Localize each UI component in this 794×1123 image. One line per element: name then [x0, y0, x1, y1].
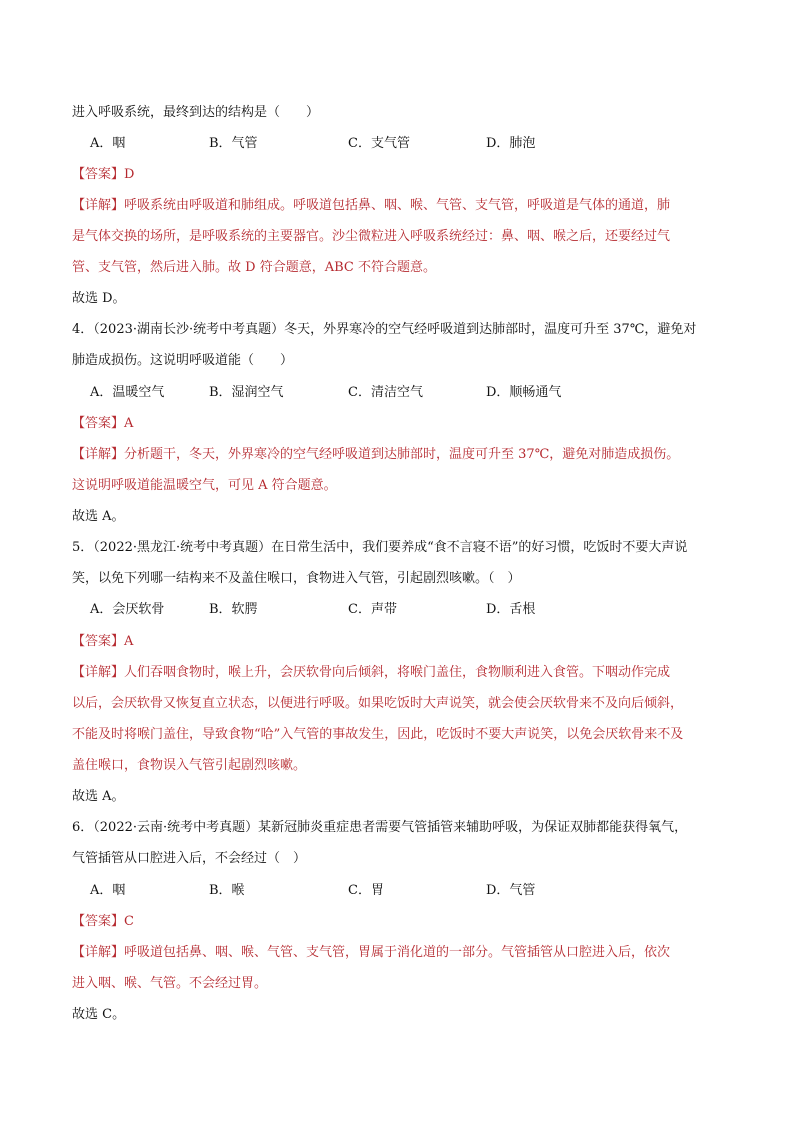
q5-detail-line-4: 盖住喉口，食物误入气管引起剧烈咳嗽。 — [72, 758, 307, 773]
question-number: 5． — [72, 540, 94, 555]
q6-option-c: C．胃 — [348, 883, 384, 898]
question-source: （2023·湖南长沙·统考中考真题） — [93, 322, 285, 337]
q6-stem-line-1: 6．（2022·云南·统考中考真题）某新冠肺炎重症患者需要气管插管来辅助呼吸，为保证双肺都能获得氧气， — [72, 820, 688, 835]
answer-value: D — [124, 167, 135, 182]
q3-detail-line-3: 管、支气管，然后进入肺。故 D 符合题意，ABC 不符合题意。 — [72, 260, 436, 275]
q3-detail-line-1: 【详解】呼吸系统由呼吸道和肺组成。呼吸道包括鼻、咽、喉、气管、支气管，呼吸道是气体的通道，肺 — [72, 198, 671, 213]
answer-value: A — [124, 416, 134, 431]
answer-label: 【答案】 — [72, 167, 125, 182]
q4-stem-line-1: 4．（2023·湖南长沙·统考中考真题）冬天，外界寒冷的空气经呼吸道到达肺部时，温度可升至 37℃，避免对 — [72, 322, 697, 337]
q5-detail-line-2: 以后，会厌软骨又恢复直立状态，以便进行呼吸。如果吃饭时大声说笑，就会使会厌软骨来不及向后倾斜， — [72, 696, 684, 711]
q3-option-b: B．气管 — [209, 136, 258, 151]
q6-option-d: D．气管 — [486, 883, 536, 898]
q6-option-b: B．喉 — [209, 883, 245, 898]
q5-option-d: D．舌根 — [486, 602, 536, 617]
question-source: （2022·黑龙江·统考中考真题） — [93, 540, 272, 555]
q3-options — [90, 134, 690, 154]
q4-options — [90, 383, 690, 403]
detail-label: 【详解】 — [72, 945, 125, 960]
question-number: 6． — [72, 820, 94, 835]
answer-value: C — [124, 914, 134, 929]
q4-conclusion: 故选 A。 — [72, 509, 125, 524]
q3-conclusion: 故选 D。 — [72, 291, 126, 306]
q5-detail-line-3: 不能及时将喉门盖住，导致食物“哈”入气管的事故发生，因此，吃饭时不要大声说笑，以免会厌软骨来不及 — [72, 727, 684, 742]
q4-option-b: B．湿润空气 — [209, 385, 284, 400]
q5-stem-line-2: 笑，以免下列哪一结构来不及盖住喉口，食物进入气管，引起剧烈咳嗽。（ ） — [72, 571, 521, 586]
q4-stem-line-2: 肺造成损伤。这说明呼吸道能（ ） — [72, 353, 294, 368]
q6-option-a: A．咽 — [90, 883, 126, 898]
q6-detail-line-2: 进入咽、喉、气管。不会经过胃。 — [72, 976, 268, 991]
q6-detail-line-1: 【详解】呼吸道包括鼻、咽、喉、气管、支气管，胃属于消化道的一部分。气管插管从口腔进入后，依次 — [72, 945, 671, 960]
q4-option-c: C．清洁空气 — [348, 385, 423, 400]
answer-label: 【答案】 — [72, 634, 125, 649]
q3-answer — [72, 165, 134, 185]
detail-label: 【详解】 — [72, 447, 125, 462]
detail-label: 【详解】 — [72, 198, 125, 213]
q4-answer — [72, 414, 133, 434]
q4-option-a: A．温暖空气 — [90, 385, 165, 400]
question-source: （2022·云南·统考中考真题） — [93, 820, 259, 835]
q5-detail-line-1: 【详解】人们吞咽食物时，喉上升，会厌软骨向后倾斜，将喉门盖住，食物顺利进入食管。下咽动作完成 — [72, 665, 671, 680]
q6-conclusion: 故选 C。 — [72, 1007, 126, 1022]
answer-value: A — [124, 634, 134, 649]
detail-label: 【详解】 — [72, 665, 125, 680]
q5-options — [90, 600, 690, 620]
q5-answer — [72, 632, 133, 652]
q3-stem-tail: 进入呼吸系统，最终到达的结构是（ ） — [72, 105, 320, 120]
q5-conclusion: 故选 A。 — [72, 789, 125, 804]
q6-stem-line-2: 气管插管从口腔进入后，不会经过（ ） — [72, 851, 307, 866]
q3-option-c: C．支气管 — [348, 136, 410, 151]
q6-options — [90, 881, 690, 901]
q3-option-d: D．肺泡 — [486, 136, 536, 151]
q5-stem-line-1: 5．（2022·黑龙江·统考中考真题）在日常生活中，我们要养成“食不言寝不语”的好习惯，吃饭时不要大声说 — [72, 540, 688, 555]
answer-label: 【答案】 — [72, 416, 125, 431]
q4-detail-line-2: 这说明呼吸道能温暖空气，可见 A 符合题意。 — [72, 478, 337, 493]
q3-detail-line-2: 是气体交换的场所，是呼吸系统的主要器官。沙尘微粒进入呼吸系统经过：鼻、咽、喉之后，还要经过气 — [72, 229, 671, 244]
q5-option-a: A．会厌软骨 — [90, 602, 165, 617]
q4-option-d: D．顺畅通气 — [486, 385, 562, 400]
q5-option-c: C．声带 — [348, 602, 397, 617]
question-number: 4． — [72, 322, 94, 337]
q5-option-b: B．软腭 — [209, 602, 258, 617]
q4-detail-line-1: 【详解】分析题干，冬天，外界寒冷的空气经呼吸道到达肺部时，温度可升至 37℃，避免对肺造成损伤。 — [72, 447, 680, 462]
q6-answer — [72, 912, 134, 932]
q3-option-a: A．咽 — [90, 136, 126, 151]
answer-label: 【答案】 — [72, 914, 125, 929]
